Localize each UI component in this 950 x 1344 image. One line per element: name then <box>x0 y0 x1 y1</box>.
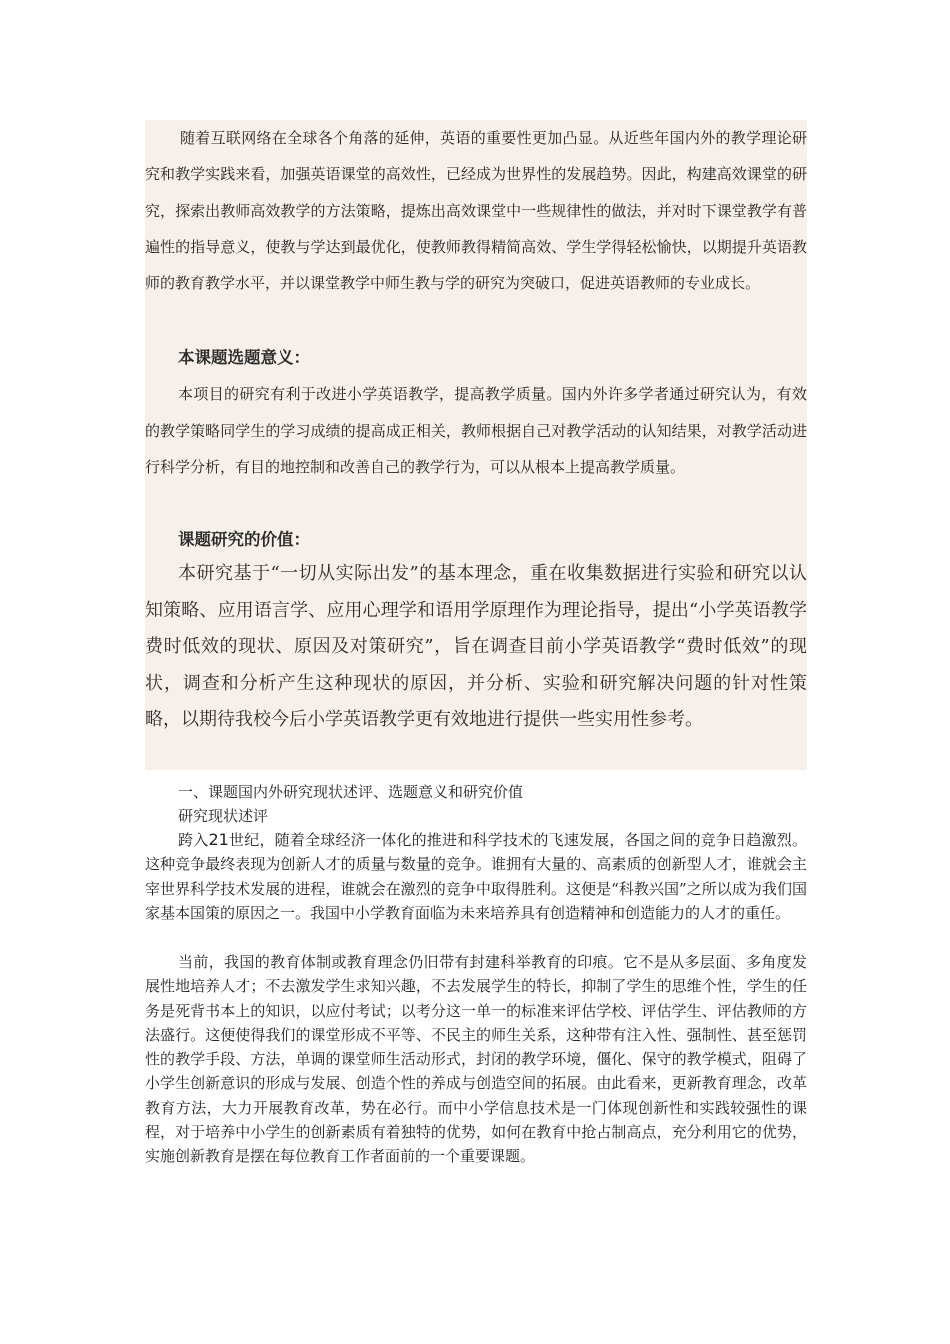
paragraph-21st-century-text: 世纪，随着全球经济一体化的推进和科学技术的飞速发展，各国之间的竞争日趋激烈。这种竞争最终表现为创新人才的质量与数量的竞争。谁拥有大量的、高素质的创新型人才，谁就会主宰世界科学技术发展的进程，谁就会在激烈的竞争中取得胜利。这便是“科教兴国”之所以成为我们国家基本国策的原因之一。我国中小学教育面临为未来培养具有创造精神和创造能力的人才的重任。 <box>145 831 807 922</box>
significance-paragraph: 本项目的研究有利于改进小学英语教学，提高教学质量。国内外许多学者通过研究认为，有效的教学策略同学生的学习成绩的提高成正相关，教师根据自己对教学活动的认知结果，对教学活动进行科学分析，有目的地控制和改善自己的教学行为，可以从根本上提高教学质量。 <box>145 376 807 522</box>
century-number: 21 <box>208 830 229 849</box>
paragraph-21st-century-prefix: 跨入 <box>178 831 209 849</box>
paragraph-current-situation: 当前，我国的教育体制或教育理念仍旧带有封建科举教育的印痕。它不是从多层面、多角度发展性地培养人才；不去激发学生求知兴趣，不去发展学生的特长，抑制了学生的思维个性，学生的任务是死背书本上的知识，以应付考试；以考分这一单一的标准来评估学校、评估学生、评估教师的方法盛行。这便使得我们的课堂形成不平等、不民主的师生关系，这种带有注入性、强制性、甚至惩罚性的教学手段、方法，单调的课堂师生活动形式，封闭的教学环境，僵化、保守的教学模式，阻碍了小学生创新意识的形成与发展、创造个性的养成与创造空间的拓展。由此看来，更新教育理念，改革教育方法，大力开展教育改革，势在必行。而中小学信息技术是一门体现创新性和实践较强性的课程，对于培养中小学生的创新素质有着独特的优势，如何在教育中抢占制高点，充分利用它的优势，实施创新教育是摆在每位教育工作者面前的一个重要课题。 <box>145 953 807 1166</box>
intro-paragraph: 随着互联网络在全球各个角落的延伸，英语的重要性更加凸显。从近些年国内外的教学理论研究和教学实践来看，加强英语课堂的高效性，已经成为世界性的发展趋势。因此，构建高效课堂的研究，探索出教师高效教学的方法策略，提炼出高效课堂中一些规律性的做法，并对时下课堂教学有普遍性的指导意义，使教与学达到最优化，使教师教得精简高效、学生学得轻松愉快，以期提升英语教师的教育教学水平，并以课堂教学中师生教与学的研究为突破口，促进英语教师的专业成长。 <box>145 120 807 340</box>
heading-significance: 本课题选题意义： <box>145 340 807 376</box>
subsection-title: 研究现状述评 <box>178 807 269 825</box>
paragraph-21st-century <box>145 828 807 925</box>
section-title: 一、课题国内外研究现状述评、选题意义和研究价值 <box>178 783 524 801</box>
value-paragraph: 本研究基于“一切从实际出发”的基本理念，重在收集数据进行实验和研究以认知策略、应用语言学、应用心理学和语用学原理作为理论指导，提出“小学英语教学费时低效的现状、原因及对策研究”，旨在调查目前小学英语教学“费时低效”的现状，调查和分析产生这种现状的原因，并分析、实验和研究解决问题的针对性策略，以期待我校今后小学英语教学更有效地进行提供一些实用性参考。 <box>145 556 807 770</box>
heading-value: 课题研究的价值： <box>145 522 807 558</box>
